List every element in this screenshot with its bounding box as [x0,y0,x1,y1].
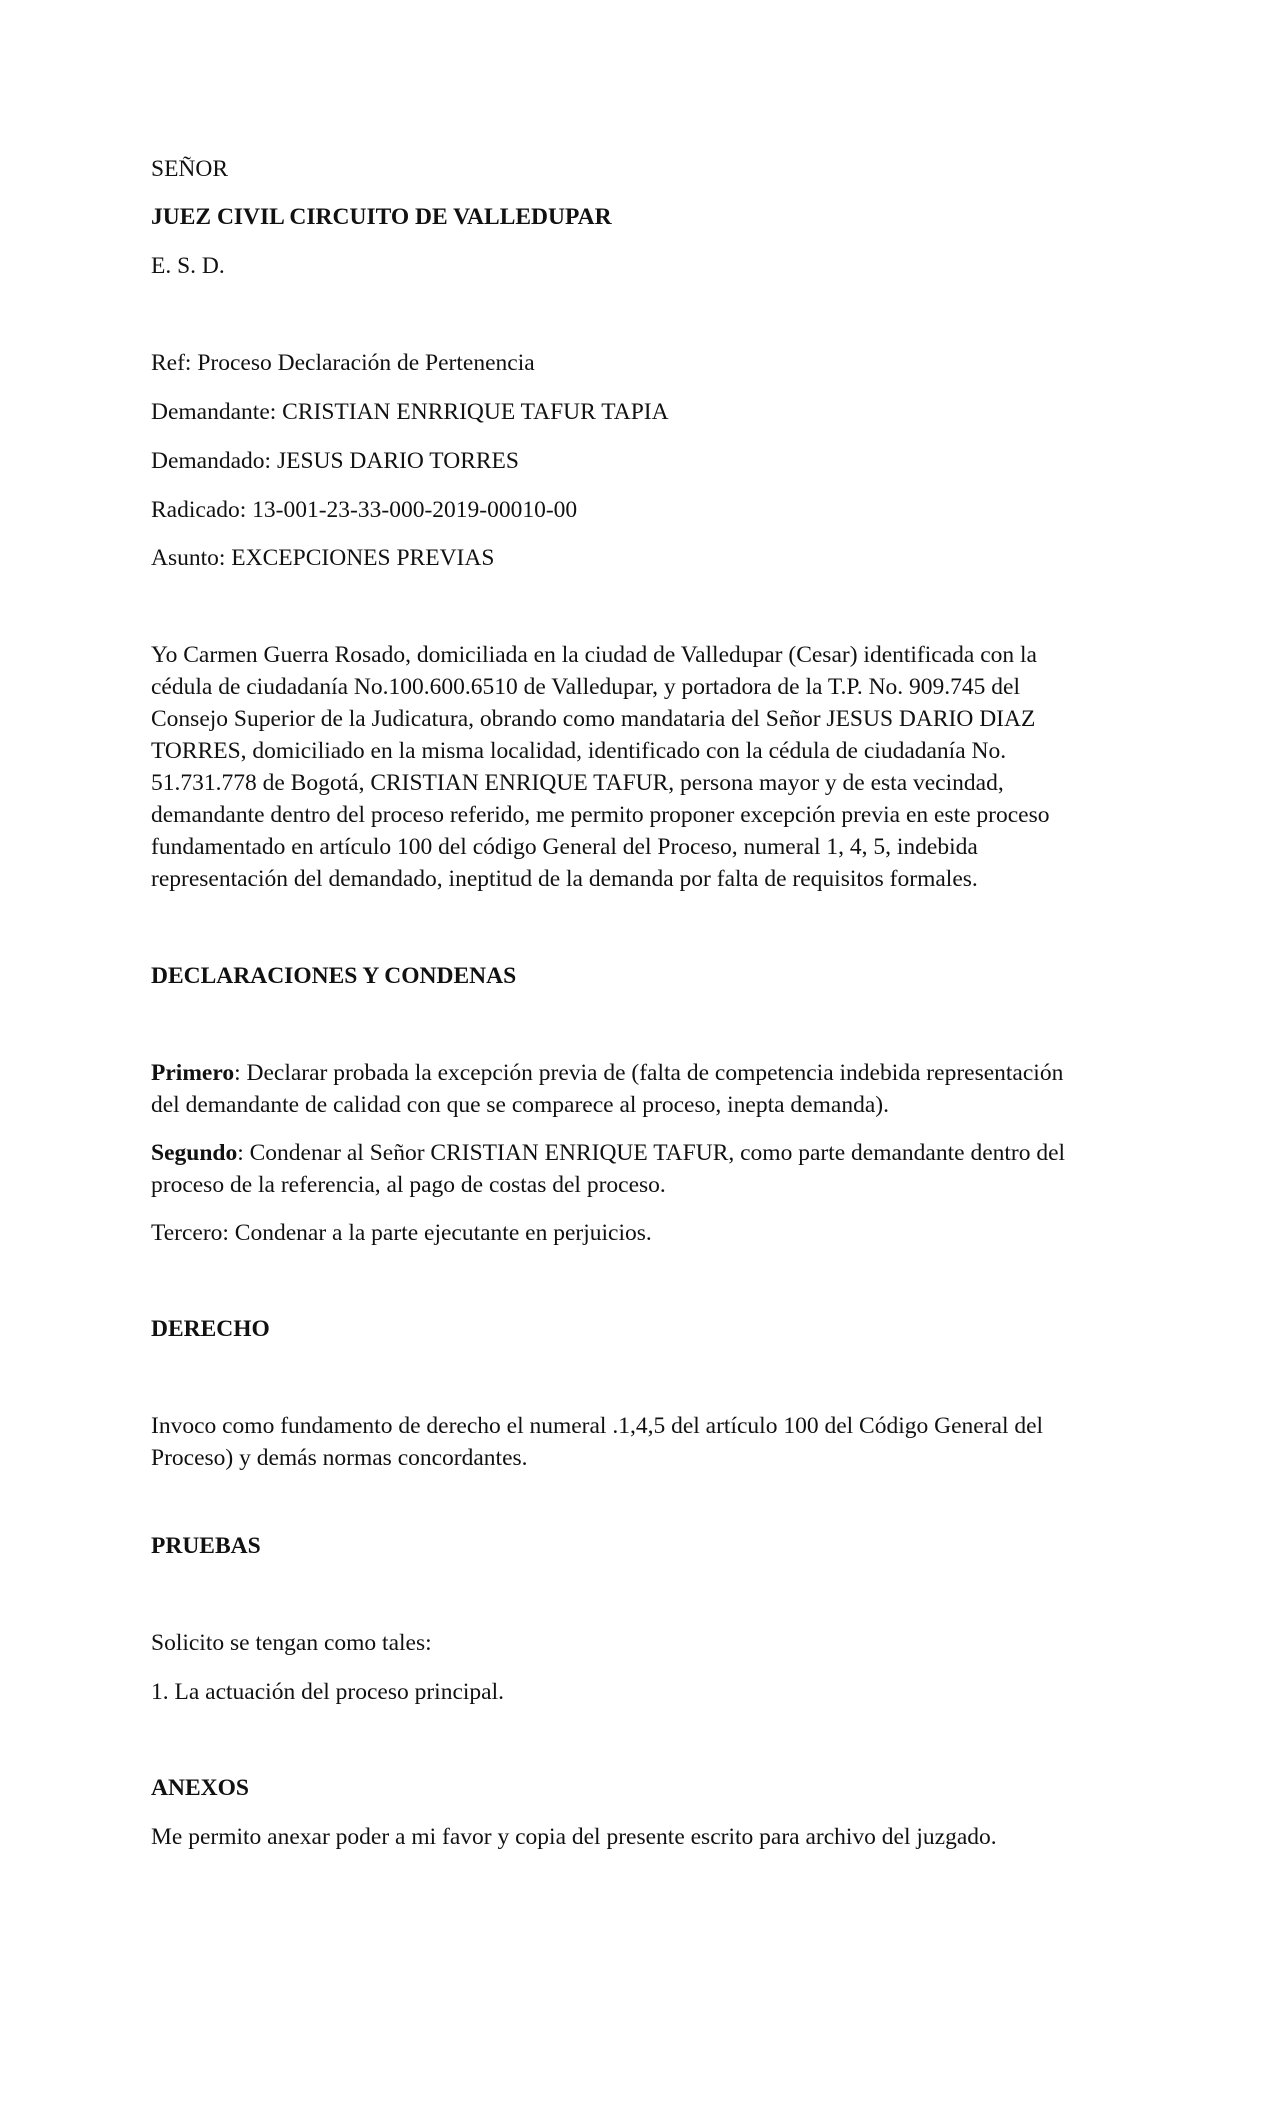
segundo-label: Segundo [151,1140,238,1166]
derecho-heading: DERECHO [151,1316,270,1342]
primero-label: Primero [151,1060,235,1086]
segundo-text: : Condenar al Señor CRISTIAN ENRIQUE TAFUR, como parte demandante dentro del [237,1140,1066,1166]
intro-line: fundamentado en artículo 100 del código General del Proceso, numeral 1, 4, 5, indebida [151,834,978,860]
intro-line: 51.731.778 de Bogotá, CRISTIAN ENRIQUE TAFUR, persona mayor y de esta vecindad, [151,770,1004,796]
segundo-paragraph [151,1137,1141,1201]
intro-line: cédula de ciudadanía No.100.600.6510 de Valledupar, y portadora de la T.P. No. 909.745 del [151,674,1020,700]
intro-line: representación del demandado, ineptitud de la demanda por falta de requisitos formales. [151,866,978,892]
derecho-line: Proceso) y demás normas concordantes. [151,1445,528,1471]
declaraciones-heading: DECLARACIONES Y CONDENAS [151,963,517,989]
primero-text: : Declarar probada la excepción previa de (falta de competencia indebida representación [234,1060,1064,1086]
pruebas-heading: PRUEBAS [151,1533,261,1559]
derecho-paragraph [151,1410,1141,1474]
tercero-line: Tercero: Condenar a la parte ejecutante en perjuicios. [151,1220,652,1246]
intro-line: demandante dentro del proceso referido, me permito proponer excepción previa en este proceso [151,802,1050,828]
anexos-text: Me permito anexar poder a mi favor y copia del presente escrito para archivo del juzgado. [151,1824,997,1850]
court-name: JUEZ CIVIL CIRCUITO DE VALLEDUPAR [151,204,612,230]
pruebas-item: 1. La actuación del proceso principal. [151,1679,505,1705]
intro-line: Yo Carmen Guerra Rosado, domiciliada en la ciudad de Valledupar (Cesar) identificada con la [151,642,1037,668]
radicado-line: Radicado: 13-001-23-33-000-2019-00010-00 [151,497,578,523]
demandado-line: Demandado: JESUS DARIO TORRES [151,448,519,474]
reference-line: Ref: Proceso Declaración de Pertenencia [151,350,535,376]
asunto-line: Asunto: EXCEPCIONES PREVIAS [151,545,495,571]
primero-text-2: del demandante de calidad con que se comparece al proceso, inepta demanda). [151,1092,889,1118]
derecho-line: Invoco como fundamento de derecho el numeral .1,4,5 del artículo 100 del Código General del [151,1413,1044,1439]
segundo-text-2: proceso de la referencia, al pago de costas del proceso. [151,1172,666,1198]
intro-line: TORRES, domiciliado en la misma localidad, identificado con la cédula de ciudadanía No. [151,738,1007,764]
salutation: SEÑOR [151,156,229,182]
intro-paragraph [151,639,1141,895]
anexos-heading: ANEXOS [151,1775,249,1801]
intro-line: Consejo Superior de la Judicatura, obrando como mandataria del Señor JESUS DARIO DIAZ [151,706,1036,732]
demandante-line: Demandante: CRISTIAN ENRRIQUE TAFUR TAPIA [151,399,669,425]
pruebas-intro: Solicito se tengan como tales: [151,1630,432,1656]
esd-line: E. S. D. [151,253,225,279]
primero-paragraph [151,1057,1141,1121]
